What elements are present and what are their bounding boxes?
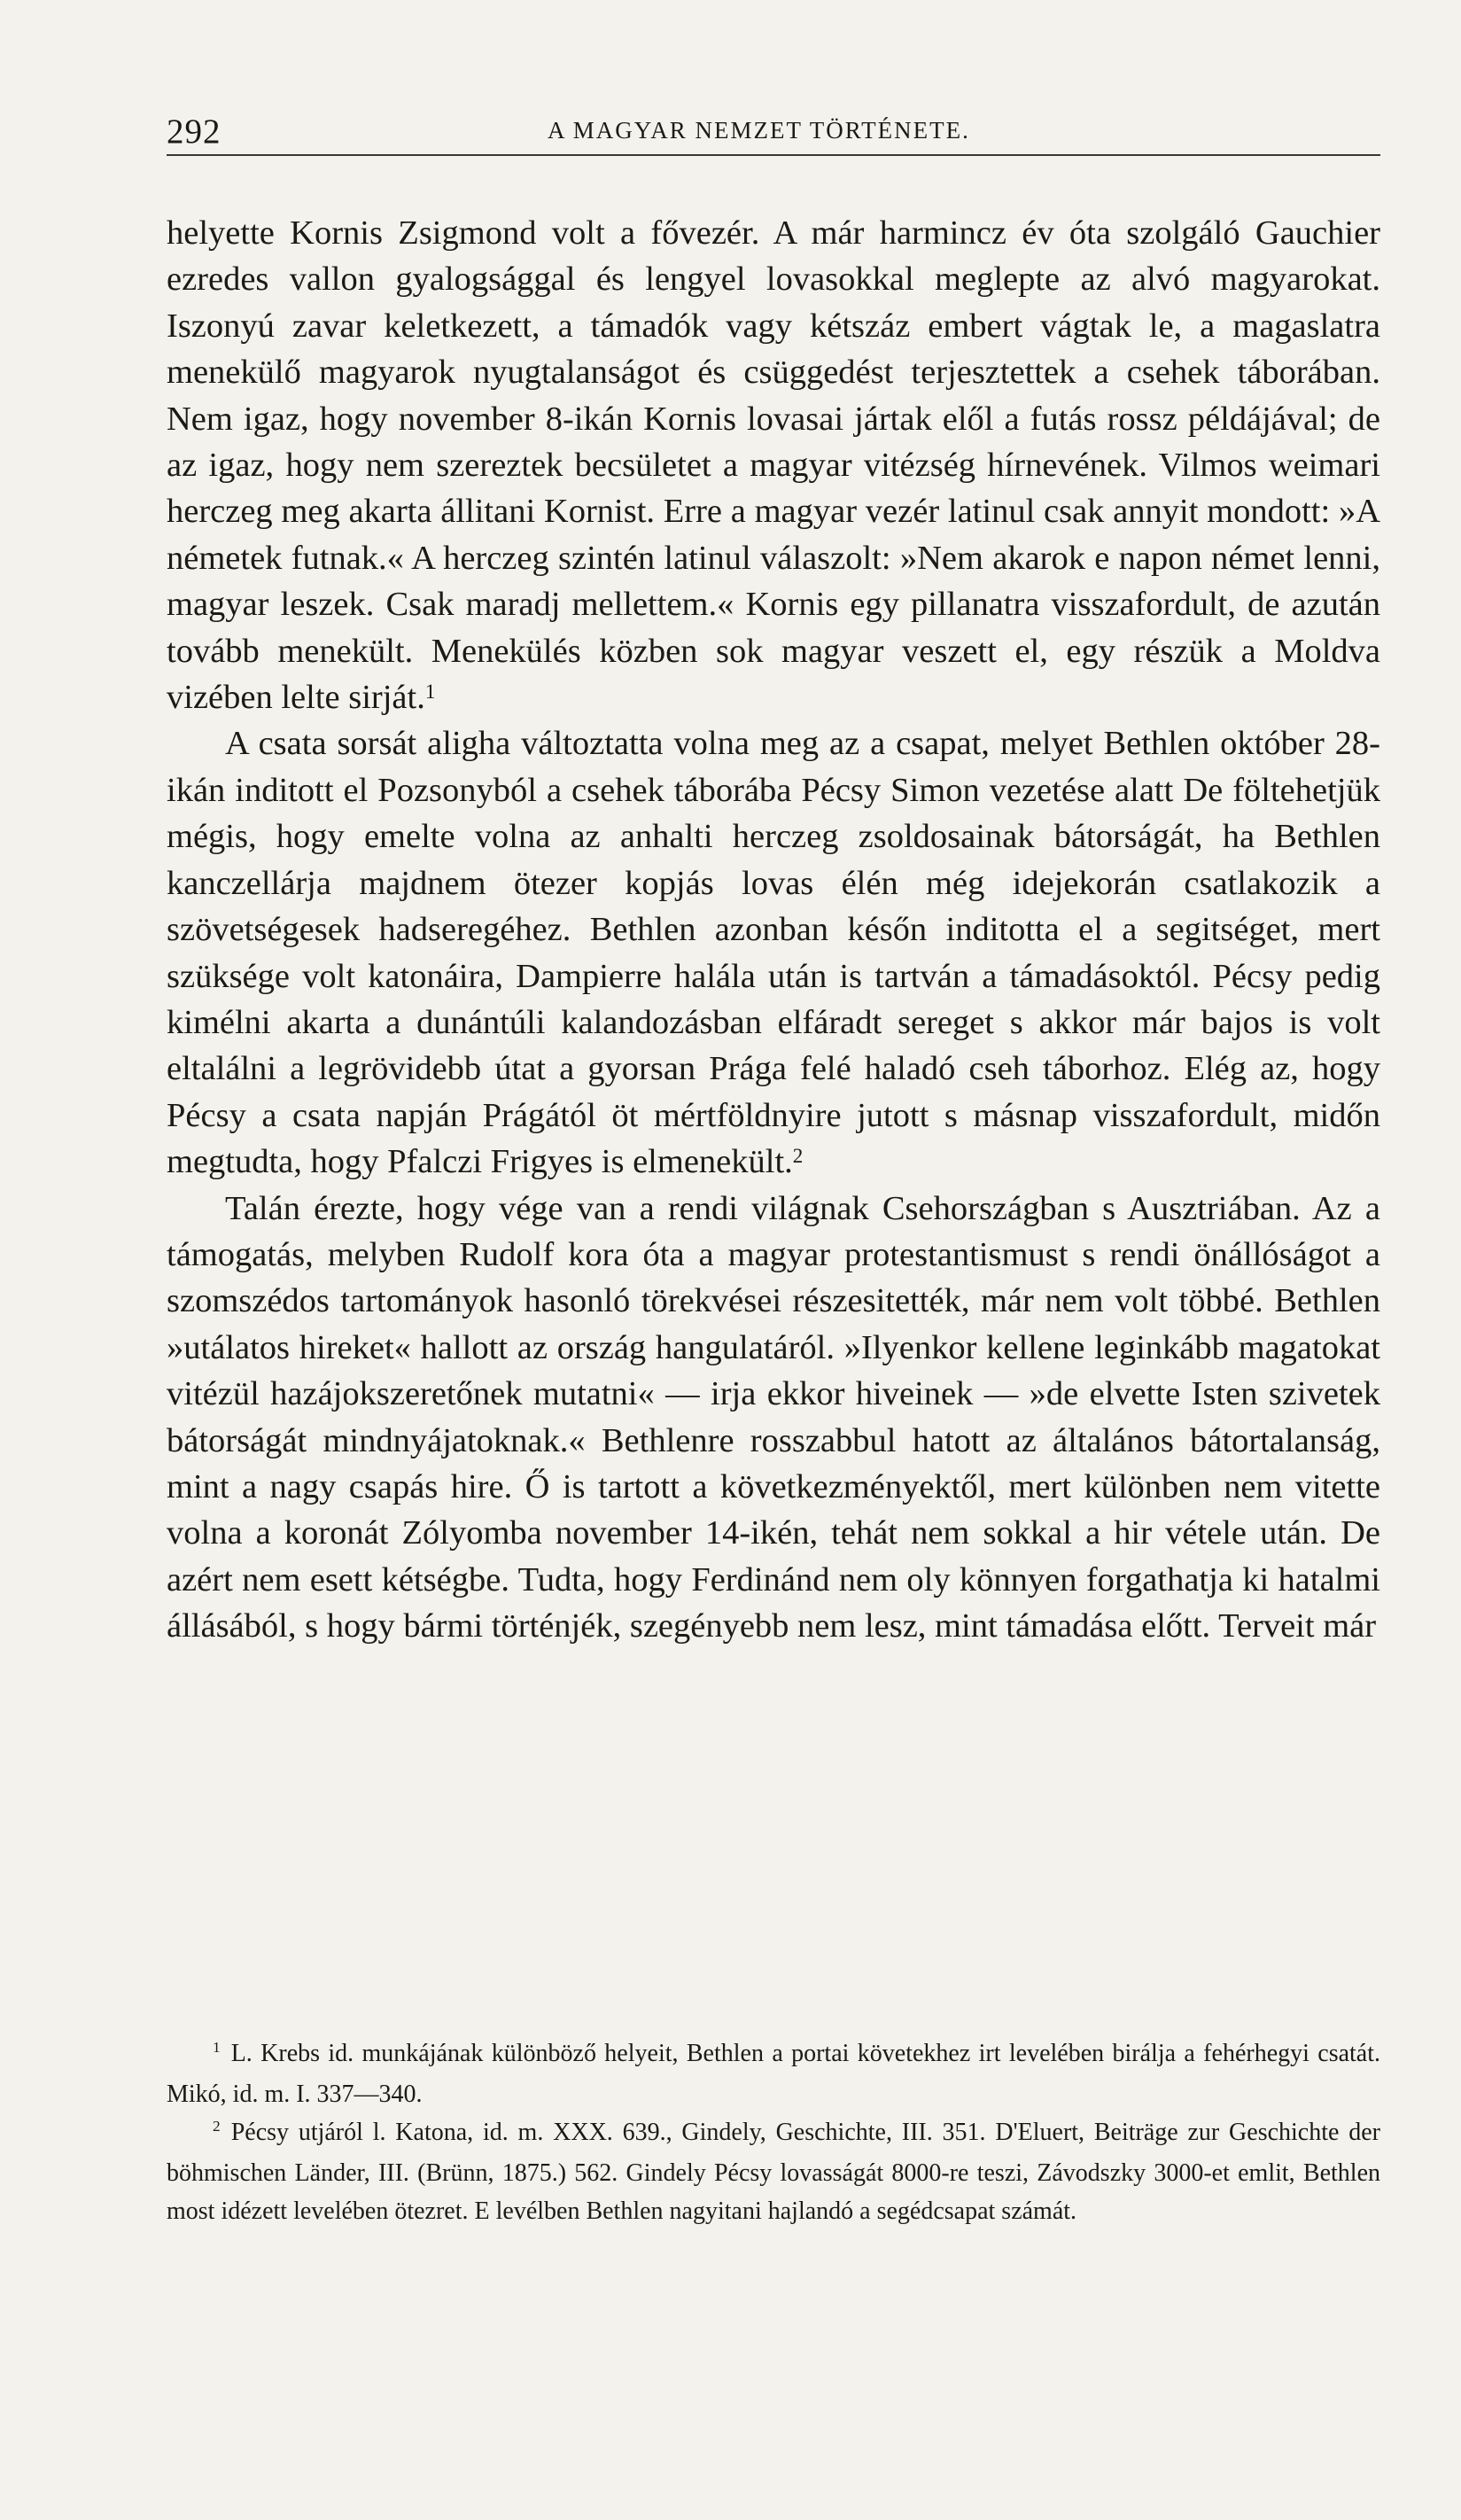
footnote-ref-1: 1	[424, 679, 436, 703]
footnotes	[167, 2034, 1380, 2230]
footnote-1-text: L. Krebs id. munkájának különböző helyeit, Bethlen a portai követekhez irt levelében birálja a fehérhegyi csatát. Mikó, id. m. I. 337—340.	[167, 2040, 1380, 2108]
paragraph-3-text: Talán érezte, hogy vége van a rendi világnak Csehországban s Ausztriában. Az a támogatás, melyben Rudolf kora óta a magyar protestantismust s rendi önállóságot a szomszédos tartományok hasonló törekvései részesitették, már nem volt többé. Bethlen »utálatos hireket« hallott az ország hangulatáról. »Ilyenkor kellene leginkább magatokat vitézül hazájokszeretőnek mutatni« — irja ekkor hiveinek — »de elvette Isten szivetek bátorságát mindnyájatoknak.« Bethlenre rosszabbul hatott az általános bátortalanság, mint a nagy csapás hire. Ő is tartott a következményektől, mert különben nem vitette volna a koronát Zólyomba november 14-ikén, tehát nem sokkal a hir vétele után. De azért nem esett kétségbe. Tudta, hogy Ferdinánd nem oly könnyen forgathatja ki hatalmi állásából, s hogy bármi történjék, szegényebb nem lesz, mint támadása előtt. Terveit már	[167, 1189, 1380, 1645]
page-header	[167, 105, 1380, 156]
footnote-1-marker: 1	[213, 2039, 221, 2057]
footnote-ref-2: 2	[792, 1143, 804, 1167]
paragraph-2	[167, 720, 1380, 1185]
footnote-2	[167, 2113, 1380, 2230]
footnote-1	[167, 2034, 1380, 2113]
paragraph-2-text: A csata sorsát aligha változtatta volna meg az a csapat, melyet Bethlen október 28-ikán inditott el Pozsonyból a csehek táborába Pécsy Simon vezetése alatt De föltehetjük mégis, hogy emelte volna az anhalti herczeg zsoldosainak bátorságát, ha Bethlen kanczellárja majdnem ötezer kopjás lovas élén még idejekorán csatlakozik a szövetségesek hadseregéhez. Bethlen azonban későn inditotta el a segitséget, mert szüksége volt katonáira, Dampierre halála után is tartván a támadásoktól. Pécsy pedig kimélni akarta a dunántúli kalandozásban elfáradt sereget s akkor már bajos is volt eltalálni a legrövidebb útat a gyorsan Prága felé haladó cseh táborhoz. Elég az, hogy Pécsy a csata napján Prágától öt mértföldnyire jutott s másnap visszafordult, midőn megtudta, hogy Pfalczi Frigyes is elmenekült.	[167, 725, 1380, 1181]
paragraph-1	[167, 210, 1380, 720]
paragraph-1-text: helyette Kornis Zsigmond volt a fővezér. A már harmincz év óta szolgáló Gauchier ezredes vallon gyalogsággal és lengyel lovasokkal meglepte az alvó magyarokat. Iszonyú zavar keletkezett, a támadók vagy kétszáz embert vágtak le, a magaslatra menekülő magyarok nyugtalanságot és csüggedést terjesztettek a csehek táborában. Nem igaz, hogy november 8-ikán Kornis lovasai jártak elől a futás rossz példájával; de az igaz, hogy nem szereztek becsületet a magyar vitézség hírnevének. Vilmos weimari herczeg meg akarta állitani Kornist. Erre a magyar vezér latinul csak annyit mondott: »A németek futnak.« A herczeg szintén latinul válaszolt: »Nem akarok e napon német lenni, magyar leszek. Csak maradj mellettem.« Kornis egy pillanatra visszafordult, de azután tovább menekült. Menekülés közben sok magyar veszett el, egy részük a Moldva vizében lelte sirját.	[167, 214, 1380, 717]
footnote-2-marker: 2	[213, 2118, 221, 2135]
page-number: 292	[167, 113, 221, 151]
running-title: A MAGYAR NEMZET TÖRTÉNETE.	[548, 117, 970, 144]
main-text	[167, 210, 1380, 1650]
paragraph-3	[167, 1186, 1380, 1650]
footnote-2-text: Pécsy utjáról l. Katona, id. m. XXX. 639., Gindely, Geschichte, III. 351. D'Eluert, Beiträge zur Geschichte der böhmischen Länder, III. (Brünn, 1875.) 562. Gindely Pécsy lovasságát 8000-re teszi, Závodszky 3000-et emlit, Bethlen most idézett levelében ötezret. E levélben Bethlen nagyitani hajlandó a segédcsapat számát.	[167, 2119, 1380, 2225]
